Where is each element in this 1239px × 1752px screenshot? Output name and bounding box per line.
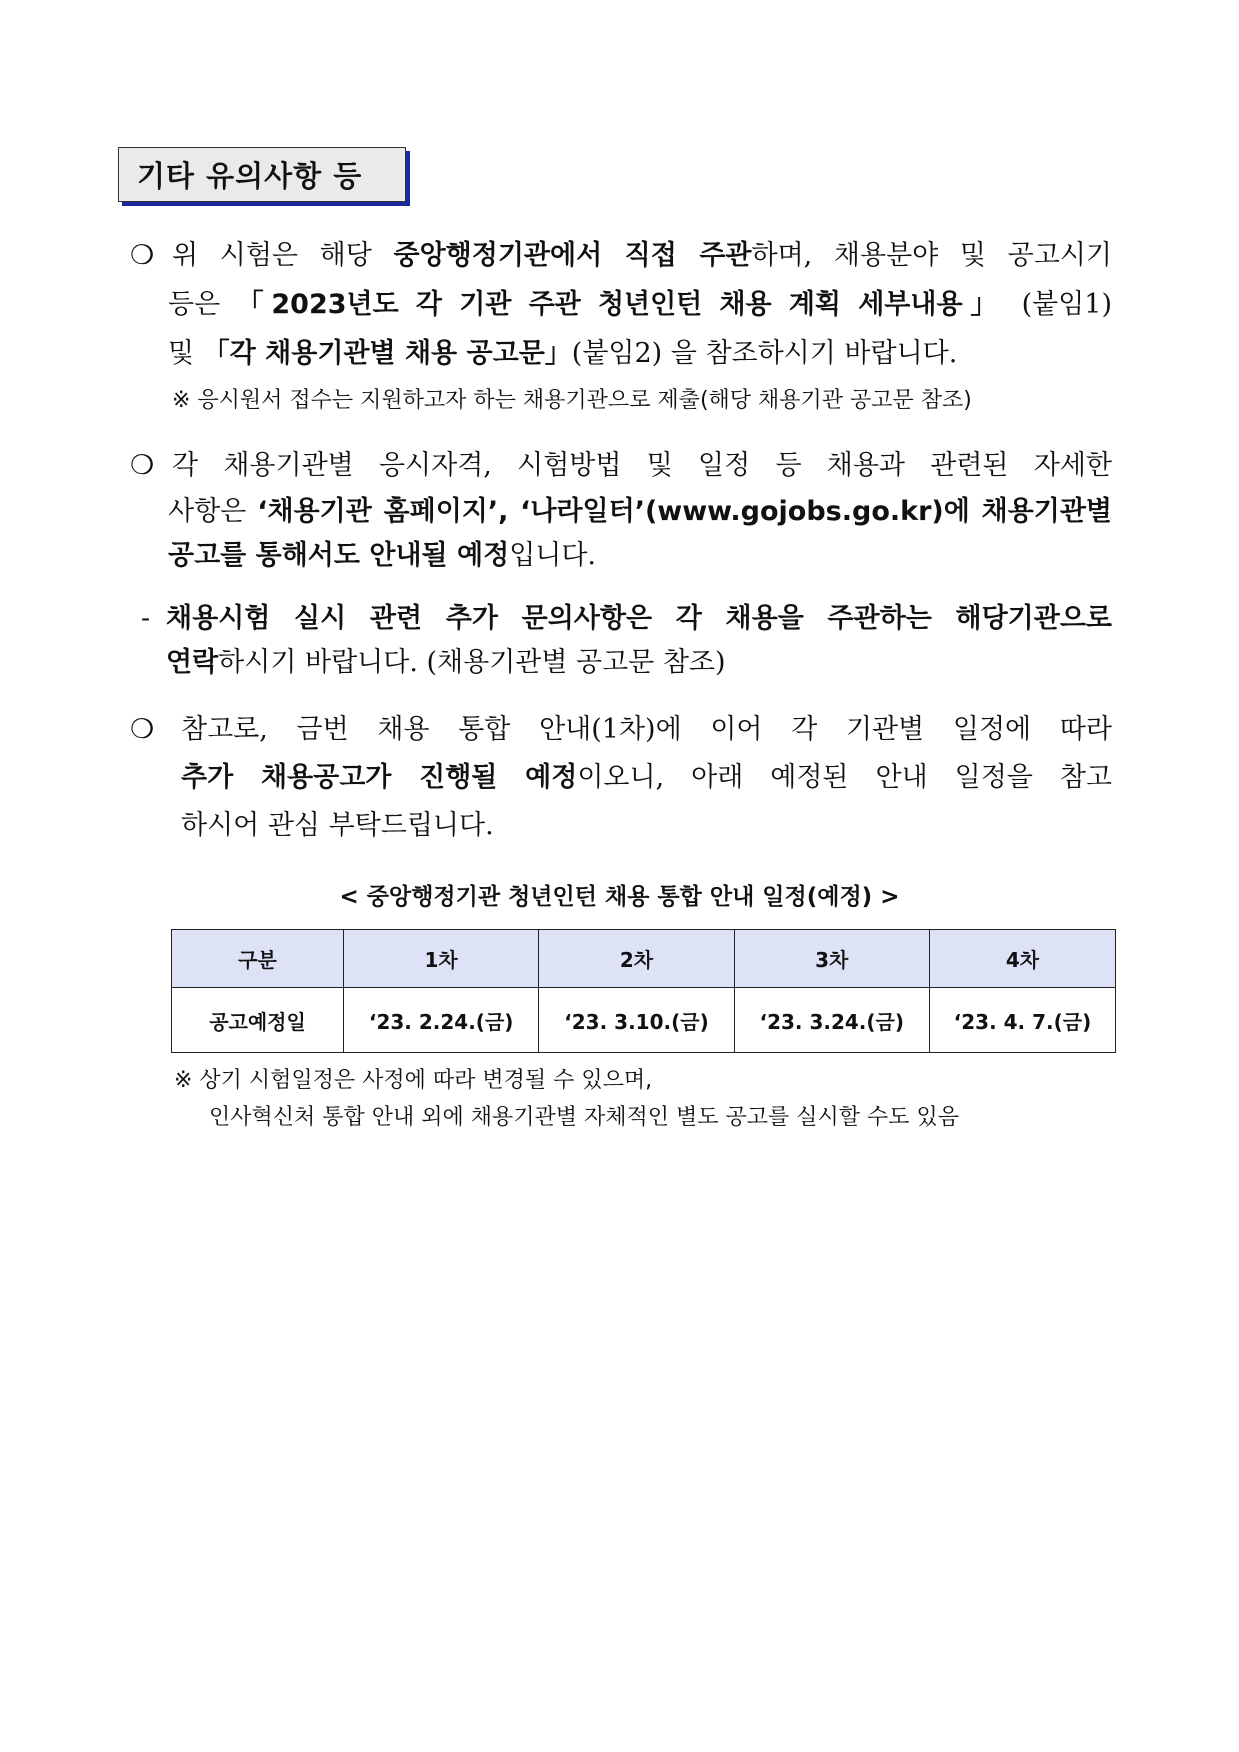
bullet-icon: ❍ <box>130 450 155 481</box>
header-cell-round-3: 3차 <box>734 930 929 988</box>
table-row <box>172 988 1116 1053</box>
dash-marker: - <box>141 603 151 634</box>
paragraph-3-line-1: 채용시험 실시 관련 추가 문의사항은 각 채용을 주관하는 해당기관으로 <box>166 603 1112 634</box>
date-cell-round-4: ‘23. 4. 7.(금) <box>929 988 1115 1053</box>
paragraph-4-line-1: 참고로, 금번 채용 통합 안내(1차)에 이어 각 기관별 일정에 따라 <box>181 714 1112 745</box>
date-cell-round-2: ‘23. 3.10.(금) <box>539 988 734 1053</box>
paragraph-1-line-3: 및 「각 채용기관별 채용 공고문」(붙임2) 을 참조하시기 바랍니다. <box>168 338 958 369</box>
paragraph-2-line-1: 각 채용기관별 응시자격, 시험방법 및 일정 등 채용과 관련된 자세한 <box>172 450 1112 481</box>
bullet-icon: ❍ <box>130 714 155 745</box>
date-cell-round-1: ‘23. 2.24.(금) <box>344 988 539 1053</box>
header-cell-round-4: 4차 <box>929 930 1115 988</box>
schedule-table <box>171 929 1116 1053</box>
footnote-line-1: ※ 상기 시험일정은 사정에 따라 변경될 수 있으며, <box>174 1068 653 1093</box>
paragraph-2-line-2: 사항은 ‘채용기관 홈페이지’, ‘나라일터’(www.gojobs.go.kr)에 채용기관별 <box>168 496 1112 527</box>
date-cell-round-3: ‘23. 3.24.(금) <box>734 988 929 1053</box>
paragraph-3-line-2: 연락하시기 바랍니다. (채용기관별 공고문 참조) <box>166 647 726 678</box>
table-caption: < 중앙행정기관 청년인턴 채용 통합 안내 일정(예정) > <box>339 884 900 910</box>
paragraph-4-line-2: 추가 채용공고가 진행될 예정이오니, 아래 예정된 안내 일정을 참고 <box>181 762 1112 793</box>
bullet-icon: ❍ <box>130 240 155 271</box>
paragraph-4-line-3: 하시어 관심 부탁드립니다. <box>181 810 494 841</box>
section-title: 기타 유의사항 등 <box>118 147 406 202</box>
table-header-row <box>172 930 1116 988</box>
paragraph-1-line-2: 등은 「2023년도 각 기관 주관 청년인턴 채용 계획 세부내용」 (붙임1) <box>168 289 1112 320</box>
paragraph-2-line-3: 공고를 통해서도 안내될 예정입니다. <box>168 540 597 571</box>
row-label-cell: 공고예정일 <box>172 988 344 1053</box>
header-cell-category: 구분 <box>172 930 344 988</box>
header-cell-round-1: 1차 <box>344 930 539 988</box>
header-cell-round-2: 2차 <box>539 930 734 988</box>
footnote-line-2: 인사혁신처 통합 안내 외에 채용기관별 자체적인 별도 공고를 실시할 수도 있음 <box>209 1105 959 1130</box>
paragraph-1-note: ※ 응시원서 접수는 지원하고자 하는 채용기관으로 제출(해당 채용기관 공고문 참조) <box>172 388 972 413</box>
paragraph-1-line-1: 위 시험은 해당 중앙행정기관에서 직접 주관하며, 채용분야 및 공고시기 <box>172 240 1112 271</box>
